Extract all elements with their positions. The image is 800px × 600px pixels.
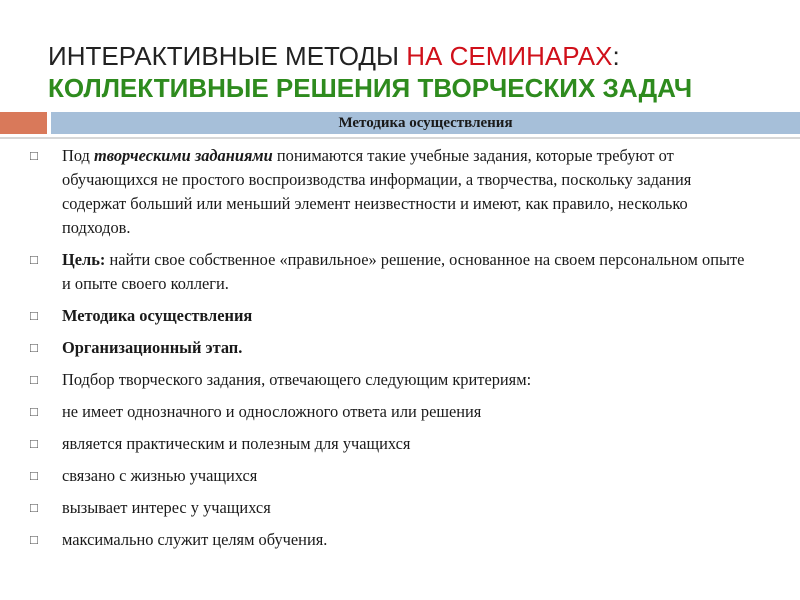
title-line-2: КОЛЛЕКТИВНЫЕ РЕШЕНИЯ ТВОРЧЕСКИХ ЗАДАЧ [48, 73, 693, 103]
item-text: Методика осуществления [62, 306, 253, 325]
list-item [30, 144, 745, 240]
title-line-1 [48, 40, 788, 72]
list-item [30, 400, 745, 424]
item-text: понимаются такие учебные задания, которые требуют от обучающихся не простого воспроизводства информации, а творчества, поскольку задания содержат больший или меньший элемент неизвестности и имеют, как правило, несколько подходов. [62, 146, 692, 237]
list-item [30, 496, 745, 520]
item-label: Цель: [62, 250, 106, 269]
section-header-bar: Методика осуществления [51, 112, 800, 134]
square-bullet-icon: □ [30, 404, 38, 419]
slide-title [48, 40, 788, 104]
list-item [30, 304, 745, 328]
list-item [30, 248, 745, 296]
item-text: максимально служит целям обучения. [62, 530, 328, 549]
item-emphasis: творческими заданиями [94, 146, 273, 165]
square-bullet-icon: □ [30, 252, 38, 267]
square-bullet-icon: □ [30, 436, 38, 451]
bullet-list [30, 144, 745, 560]
square-bullet-icon: □ [30, 500, 38, 515]
item-text: вызывает интерес у учащихся [62, 498, 271, 517]
title-part-2-highlight: НА СЕМИНАРАХ [406, 41, 613, 71]
title-part-3: : [612, 41, 620, 71]
list-item [30, 336, 745, 360]
item-text: найти свое собственное «правильное» решение, основанное на своем персональном опыте и опыте своего коллеги. [62, 250, 745, 293]
square-bullet-icon: □ [30, 340, 38, 355]
item-text: Подбор творческого задания, отвечающего следующим критериям: [62, 370, 532, 389]
header-divider [0, 137, 800, 139]
square-bullet-icon: □ [30, 468, 38, 483]
title-part-1: ИНТЕРАКТИВНЫЕ МЕТОДЫ [48, 41, 407, 71]
list-item [30, 368, 745, 392]
accent-bar-left [0, 112, 47, 134]
item-text: Под [62, 146, 94, 165]
square-bullet-icon: □ [30, 372, 38, 387]
square-bullet-icon: □ [30, 308, 38, 323]
item-text: не имеет однозначного и односложного ответа или решения [62, 402, 482, 421]
square-bullet-icon: □ [30, 532, 38, 547]
item-text: является практическим и полезным для учащихся [62, 434, 411, 453]
item-text: Организационный этап. [62, 338, 243, 357]
list-item [30, 528, 745, 552]
item-text: связано с жизнью учащихся [62, 466, 258, 485]
square-bullet-icon: □ [30, 148, 38, 163]
list-item [30, 464, 745, 488]
list-item [30, 432, 745, 456]
